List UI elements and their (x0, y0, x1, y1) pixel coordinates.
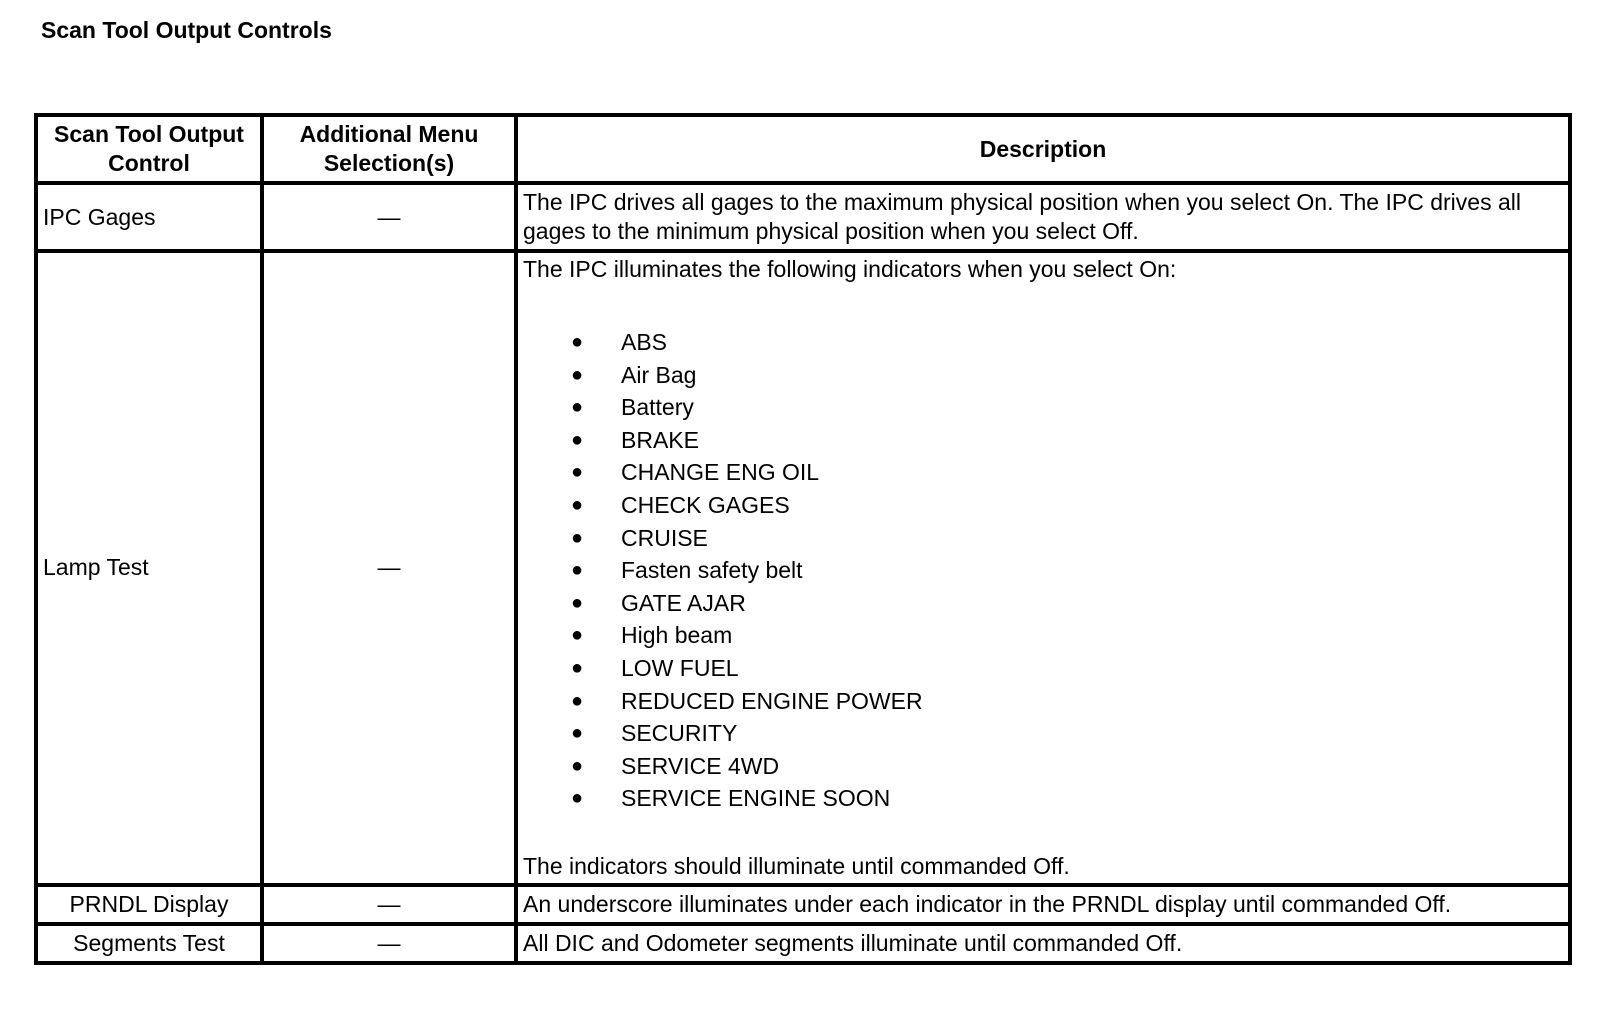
bullet-icon: ● (571, 526, 584, 549)
list-item (571, 359, 1563, 392)
bullet-icon: ● (571, 428, 584, 451)
bullet-icon: ● (571, 722, 584, 745)
cell-description: The IPC drives all gages to the maximum physical position when you select On. The IPC drives all gages to the minimum physical position when you select Off. (516, 183, 1570, 251)
indicator-label: CHECK GAGES (621, 491, 790, 518)
cell-menu-selection: — (262, 183, 516, 251)
cell-description: All DIC and Odometer segments illuminate until commanded Off. (516, 924, 1570, 963)
indicator-label: Fasten safety belt (621, 557, 803, 584)
indicator-label: GATE AJAR (621, 589, 746, 616)
list-item (571, 652, 1563, 685)
list-item (571, 456, 1563, 489)
list-item (571, 489, 1563, 522)
cell-control: PRNDL Display (36, 885, 262, 924)
bullet-icon: ● (571, 363, 584, 386)
indicator-label: SECURITY (621, 720, 738, 747)
header-control: Scan Tool Output Control (36, 115, 262, 183)
list-item (571, 424, 1563, 457)
table-row-ipc-gages (36, 183, 1570, 251)
table-row-segments-test (36, 924, 1570, 963)
indicator-label: ABS (621, 329, 668, 355)
table-header-row (36, 115, 1570, 183)
indicator-list (523, 326, 1563, 815)
table-row-prndl-display (36, 885, 1570, 924)
list-item (571, 391, 1563, 424)
cell-control: Lamp Test (36, 251, 262, 885)
indicator-label: CRUISE (621, 524, 708, 551)
bullet-icon: ● (571, 591, 584, 614)
bullet-icon: ● (571, 624, 584, 647)
list-item (571, 750, 1563, 783)
page-title: Scan Tool Output Controls (41, 17, 332, 43)
list-item (571, 717, 1563, 750)
cell-description (516, 251, 1570, 885)
table-row-lamp-test (36, 251, 1570, 885)
indicator-label: SERVICE ENGINE SOON (621, 785, 891, 812)
bullet-icon: ● (571, 559, 584, 582)
bullet-icon: ● (571, 396, 584, 419)
output-controls-table (34, 113, 1572, 965)
indicator-label: High beam (621, 622, 733, 649)
bullet-icon: ● (571, 493, 584, 516)
list-item (571, 522, 1563, 555)
lamp-test-outro: The indicators should illuminate until commanded Off. (523, 852, 1070, 879)
header-menu-selection: Additional Menu Selection(s) (262, 115, 516, 183)
bullet-icon: ● (571, 787, 584, 810)
list-item (571, 782, 1563, 815)
list-item (571, 685, 1563, 718)
indicator-label: Air Bag (621, 361, 697, 388)
cell-control: IPC Gages (36, 183, 262, 251)
indicator-label: SERVICE 4WD (621, 752, 780, 779)
list-item (571, 326, 1563, 359)
indicator-label: LOW FUEL (621, 654, 739, 681)
bullet-icon: ● (571, 656, 584, 679)
indicator-label: BRAKE (621, 426, 699, 453)
bullet-icon: ● (571, 689, 584, 712)
list-item (571, 554, 1563, 587)
header-description: Description (516, 115, 1570, 183)
indicator-label: REDUCED ENGINE POWER (621, 687, 923, 714)
bullet-icon: ● (571, 331, 584, 353)
bullet-icon: ● (571, 754, 584, 777)
cell-menu-selection: — (262, 924, 516, 963)
cell-control: Segments Test (36, 924, 262, 963)
indicator-label: CHANGE ENG OIL (621, 459, 820, 486)
bullet-icon: ● (571, 461, 584, 484)
list-item (571, 619, 1563, 652)
lamp-test-intro: The IPC illuminates the following indicators when you select On: (523, 256, 1177, 282)
cell-menu-selection: — (262, 251, 516, 885)
list-item (571, 587, 1563, 620)
indicator-label: Battery (621, 394, 694, 421)
cell-description: An underscore illuminates under each indicator in the PRNDL display until commanded Off. (516, 885, 1570, 924)
cell-menu-selection: — (262, 885, 516, 924)
